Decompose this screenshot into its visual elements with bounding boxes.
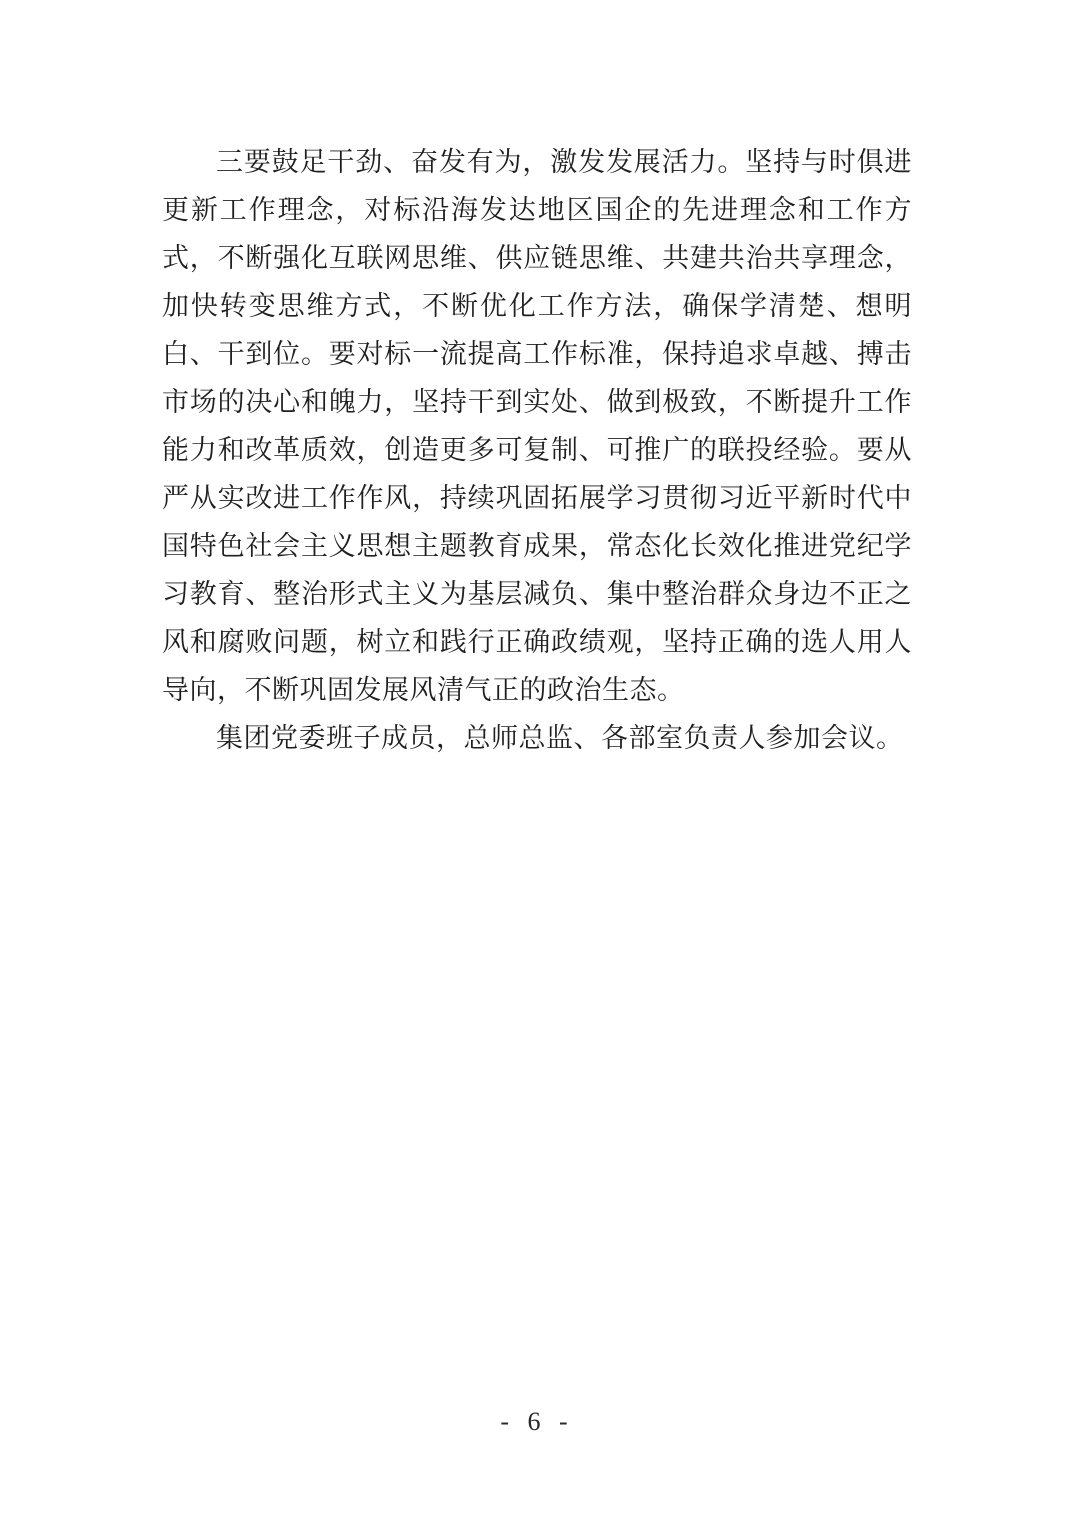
page-footer [0,1402,1074,1442]
body-paragraph-main: 三要鼓足干劲、奋发有为，激发发展活力。坚持与时俱进更新工作理念，对标沿海发达地区国企的先进理念和工作方式，不断强化互联网思维、供应链思维、共建共治共享理念，加快转变思维方式，不断优化工作方法，确保学清楚、想明白、干到位。要对标一流提高工作标准，保持追求卓越、搏击市场的决心和魄力，坚持干到实处、做到极致，不断提升工作能力和改革质效，创造更多可复制、可推广的联投经验。要从严从实改进工作作风，持续巩固拓展学习贯彻习近平新时代中国特色社会主义思想主题教育成果，常态化长效化推进党纪学习教育、整治形式主义为基层减负、集中整治群众身边不正之风和腐败问题，树立和践行正确政绩观，坚持正确的选人用人导向，不断巩固发展风清气正的政治生态。 [162,147,912,705]
document-body [162,138,912,762]
body-paragraph-attendees: 集团党委班子成员，总师总监、各部室负责人参加会议。 [216,723,904,753]
page-number: - 6 - [500,1407,574,1436]
